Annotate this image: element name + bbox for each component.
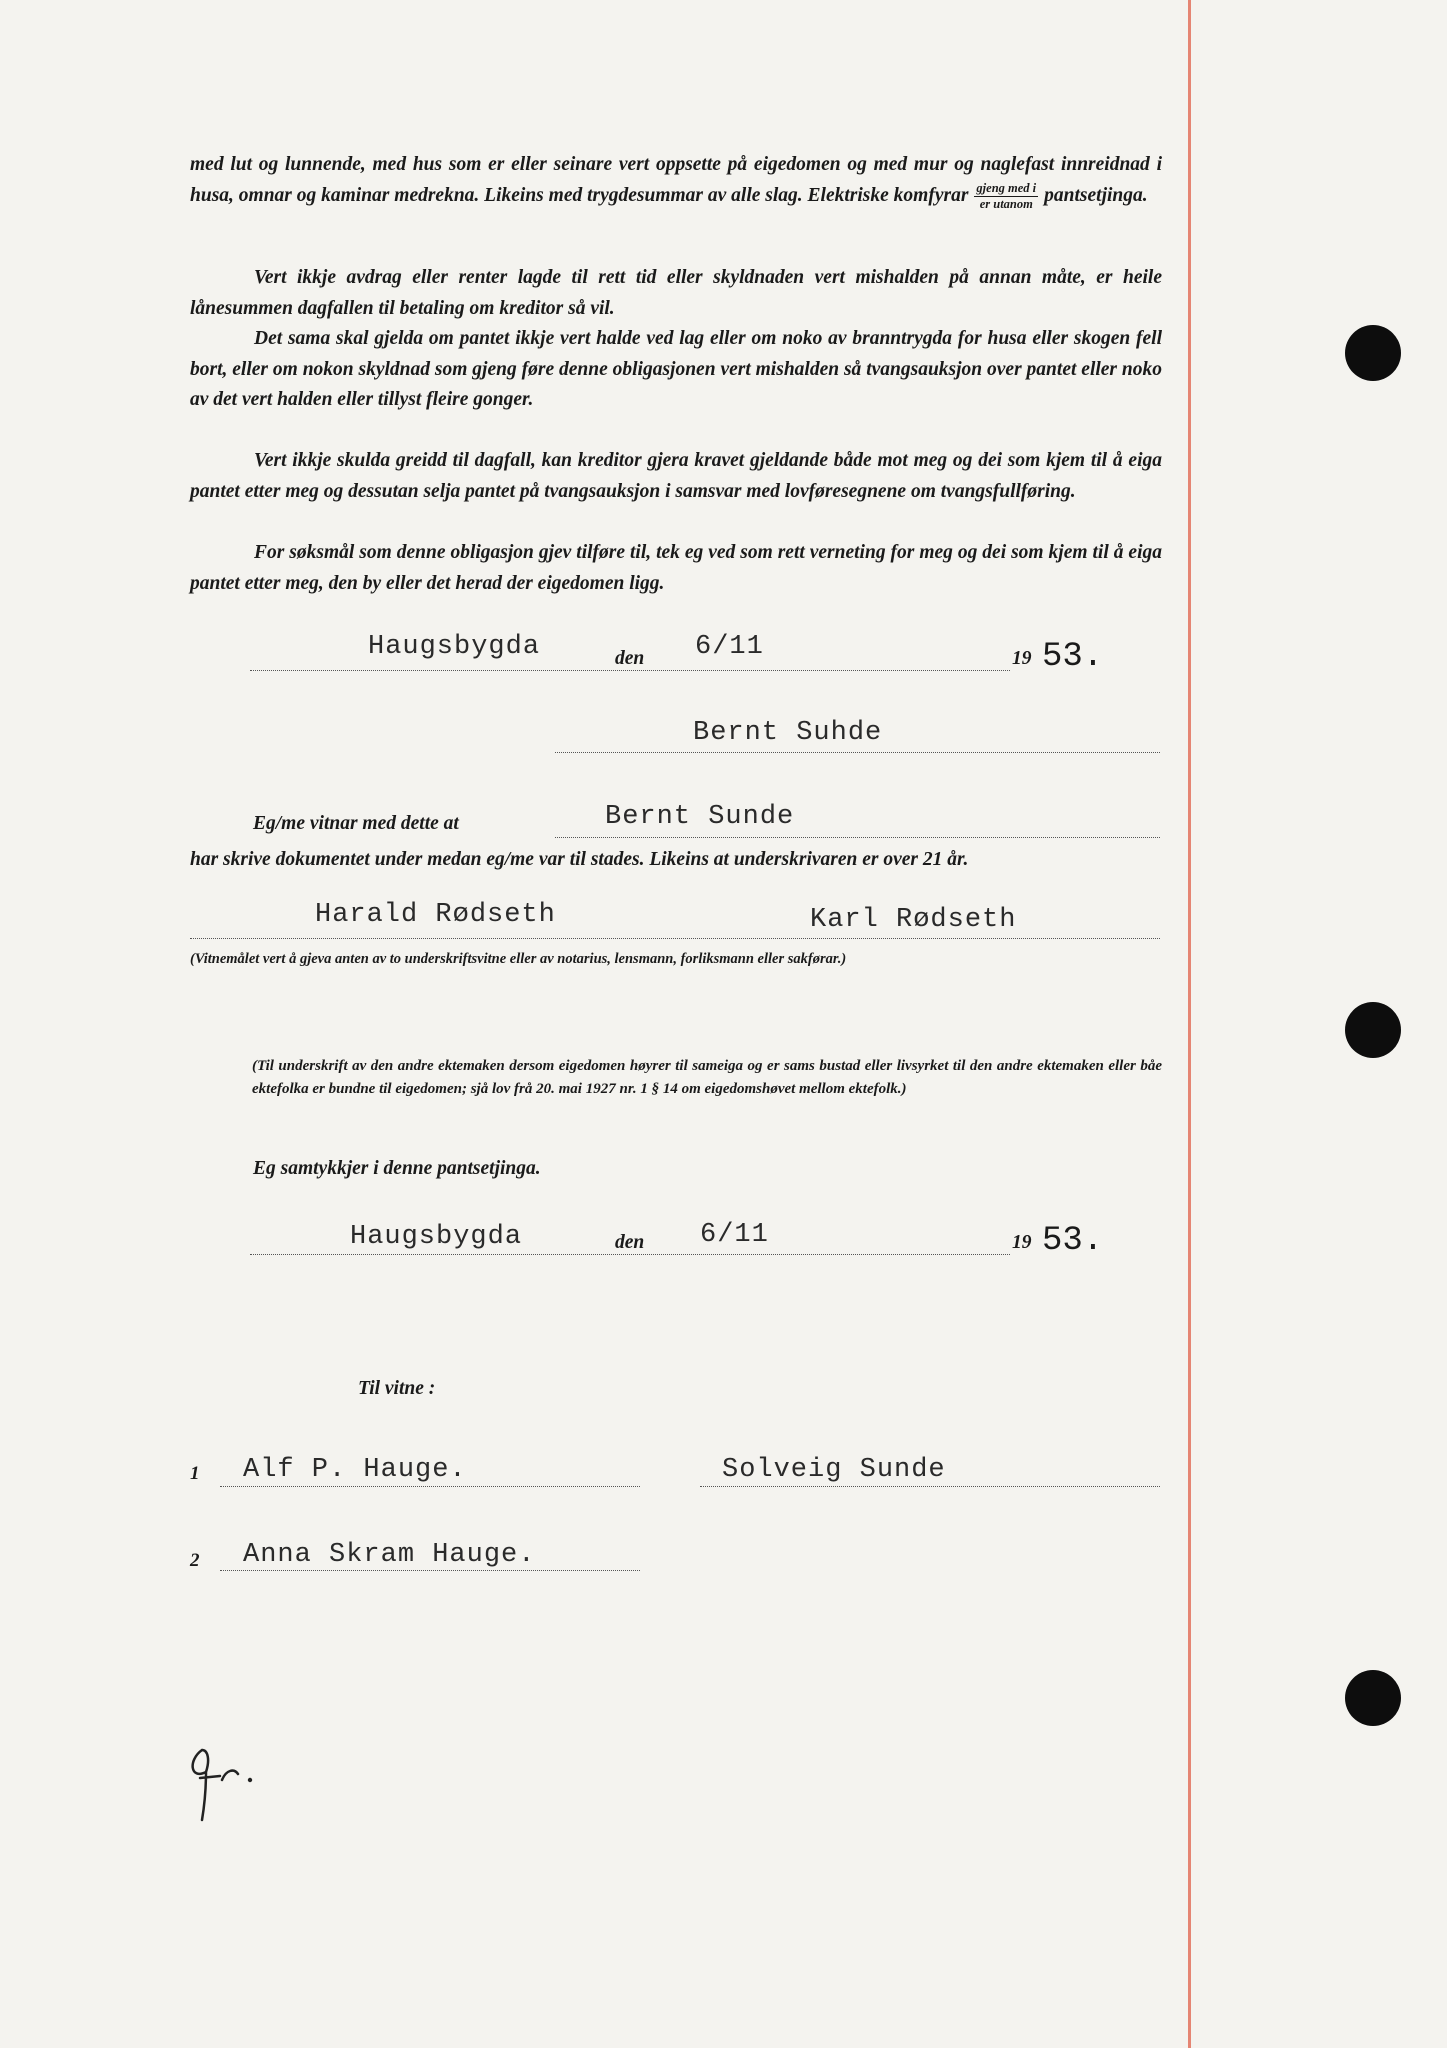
initials-text: fr.	[180, 1707, 194, 1724]
witness-number-1: 1	[190, 1463, 200, 1484]
spouse-signing-date: 6/11	[700, 1220, 769, 1250]
fraction-top: gjeng med i	[976, 180, 1037, 195]
spouse-signing-place: Haugsbygda	[350, 1222, 523, 1252]
debtor-signature: Bernt Suhde	[693, 718, 883, 748]
paragraph-property	[190, 150, 1162, 212]
fraction-choice	[974, 181, 1038, 212]
paragraph-fire-insurance: Det sama skal gjelda om pantet ikkje vert halde ved lag eller om noko av branntrygda for husa eller skogen fell bort, eller om nokon skyldnad som gjeng føre denne obligasjonen vert mishalden så tvangsauksjon over pantet eller noko av det vert halden eller tillyst fleire gonger.	[190, 328, 1162, 410]
punch-hole-top	[1345, 325, 1401, 381]
handwritten-initials	[180, 1707, 270, 1830]
witnessed-name: Bernt Sunde	[605, 802, 795, 832]
consent-text: Eg samtykkjer i denne pantsetjinga.	[253, 1158, 541, 1179]
fraction-bottom: er utanom	[979, 196, 1033, 211]
den-label: den	[615, 648, 645, 669]
year-suffix: 53.	[1042, 638, 1104, 676]
witness-line	[555, 837, 1160, 838]
signing-place: Haugsbygda	[368, 632, 541, 662]
punch-hole-bottom	[1345, 1670, 1401, 1726]
paragraph-text: med lut og lunnende, med hus som er eller seinare vert oppsette på eigedomen og med mur og naglefast innreidnad i husa, omnar og kaminar medrekna. Likeins med trygdesummar av alle slag. Elektriske komfyrar	[190, 154, 1162, 206]
spouse-den-label: den	[615, 1232, 645, 1253]
signing-line	[250, 670, 1010, 671]
witness-2-signature: Karl Rødseth	[810, 905, 1017, 935]
margin-line	[1188, 0, 1191, 2048]
til-vitne-2-signature: Anna Skram Hauge.	[243, 1540, 536, 1570]
spouse-signing-line	[250, 1254, 1010, 1255]
til-vitne-label: Til vitne :	[358, 1378, 436, 1399]
witnesses-line	[190, 938, 1160, 939]
signature-line	[555, 752, 1160, 753]
year-prefix: 19	[1012, 648, 1032, 669]
spouse-year-prefix: 19	[1012, 1232, 1032, 1253]
witness-label: Eg/me vitnar med dette at	[253, 813, 459, 834]
paragraph-text-end: pantsetjinga.	[1044, 184, 1148, 206]
punch-hole-middle	[1345, 1002, 1401, 1058]
spouse-signature: Solveig Sunde	[722, 1455, 946, 1485]
signing-date: 6/11	[695, 632, 764, 662]
til-vitne-1-line	[220, 1486, 640, 1487]
witness-text: har skrive dokumentet under medan eg/me var til stades. Likeins at underskrivaren er over 21 år.	[190, 849, 969, 870]
paragraph-default: Vert ikkje avdrag eller renter lagde til rett tid eller skyldnaden vert mishalden på annan måte, er heile lånesummen dagfallen til betaling om kreditor så vil.	[190, 267, 1162, 319]
witness-number-2: 2	[190, 1550, 200, 1571]
paragraph-due: Vert ikkje skulda greidd til dagfall, kan kreditor gjera kravet gjeldande både mot meg og dei som kjem til å eiga pantet etter meg og dessutan selja pantet på tvangsauksjon i samsvar med lovføresegnene om tvangsfullføring.	[190, 450, 1162, 502]
spouse-year-suffix: 53.	[1042, 1222, 1104, 1260]
witness-note: (Vitnemålet vert å gjeva anten av to underskriftsvitne eller av notarius, lensmann, forliksmann eller sakførar.)	[190, 951, 847, 967]
til-vitne-1-signature: Alf P. Hauge.	[243, 1455, 467, 1485]
spouse-signature-line	[700, 1486, 1160, 1487]
til-vitne-2-line	[220, 1570, 640, 1571]
witness-1-signature: Harald Rødseth	[315, 900, 556, 930]
spouse-note: (Til underskrift av den andre ektemaken dersom eigedomen høyrer til sameiga og er sams bustad eller livsyrket til den andre ektemaken eller båe ektefolka er bundne til eigedomen; sjå lov frå 20. mai 1927 nr. 1 § 14 om eigedomshøvet mellom ektefolk.)	[252, 1058, 1162, 1097]
paragraph-venue: For søksmål som denne obligasjon gjev tilføre til, tek eg ved som rett verneting for meg og dei som kjem til å eiga pantet etter meg, den by eller det herad der eigedomen ligg.	[190, 542, 1162, 594]
